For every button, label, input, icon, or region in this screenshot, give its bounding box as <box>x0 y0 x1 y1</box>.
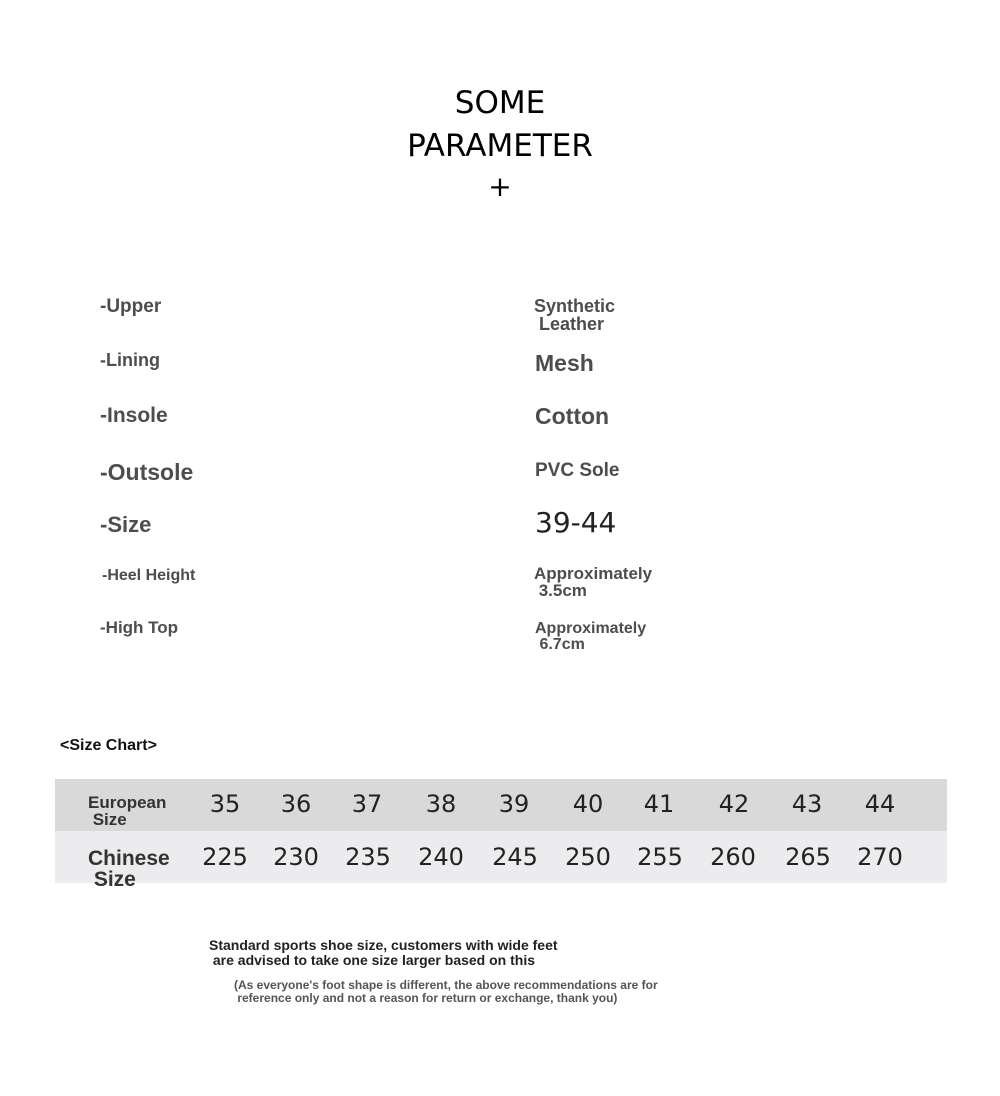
european-size-cell: 39 <box>498 790 530 818</box>
chinese-size-cell: 265 <box>785 843 831 871</box>
european-size-cell: 41 <box>643 790 675 818</box>
chinese-size-cell: 225 <box>202 843 248 871</box>
param-label-size: -Size <box>100 512 152 537</box>
european-size-cell: 43 <box>791 790 823 818</box>
european-size-cell: 38 <box>425 790 457 818</box>
param-label-upper: -Upper <box>100 296 162 317</box>
european-size-row <box>55 779 947 831</box>
param-value-heel-height: Approximately 3.5cm <box>534 564 653 600</box>
european-size-cell: 35 <box>209 790 241 818</box>
chinese-size-cell: 250 <box>565 843 611 871</box>
european-size-cell: 37 <box>351 790 383 818</box>
param-value-upper: Synthetic Leather <box>534 296 616 334</box>
param-label-high-top: -High Top <box>100 618 179 637</box>
param-label-insole: -Insole <box>100 404 168 427</box>
param-value-high-top: Approximately 6.7cm <box>535 620 647 653</box>
plus-icon: + <box>488 170 512 203</box>
european-size-cell: 44 <box>864 790 896 818</box>
size-advice-note: Standard sports shoe size, customers with wide feet are advised to take one size larger based on this <box>209 937 558 968</box>
chinese-size-cell: 270 <box>857 843 903 871</box>
chinese-size-label: Chinese Size <box>88 847 170 891</box>
page-title-line2: PARAMETER <box>407 128 593 164</box>
chinese-size-cell: 255 <box>637 843 683 871</box>
chinese-size-cell: 235 <box>345 843 391 871</box>
disclaimer-note: (As everyone's foot shape is different, the above recommendations are for reference only and not a reason for return or exchange, thank you) <box>234 978 658 1005</box>
chinese-size-cell: 230 <box>273 843 319 871</box>
page-title-line1: SOME <box>454 85 546 121</box>
param-value-size: 39-44 <box>535 506 617 539</box>
european-size-cell: 42 <box>718 790 750 818</box>
chinese-size-row <box>55 831 947 891</box>
european-size-cell: 36 <box>280 790 312 818</box>
param-value-outsole: PVC Sole <box>535 460 620 481</box>
param-label-lining: -Lining <box>100 350 160 370</box>
param-value-lining: Mesh <box>535 350 594 376</box>
size-chart-title: <Size Chart> <box>60 737 157 754</box>
param-label-outsole: -Outsole <box>100 459 194 485</box>
param-value-insole: Cotton <box>535 403 610 429</box>
chinese-size-cell: 240 <box>418 843 464 871</box>
param-label-heel-height: -Heel Height <box>102 567 196 584</box>
chinese-size-cell: 245 <box>492 843 538 871</box>
european-size-cell: 40 <box>572 790 604 818</box>
european-size-label: European Size <box>88 793 167 829</box>
chinese-size-cell: 260 <box>710 843 756 871</box>
